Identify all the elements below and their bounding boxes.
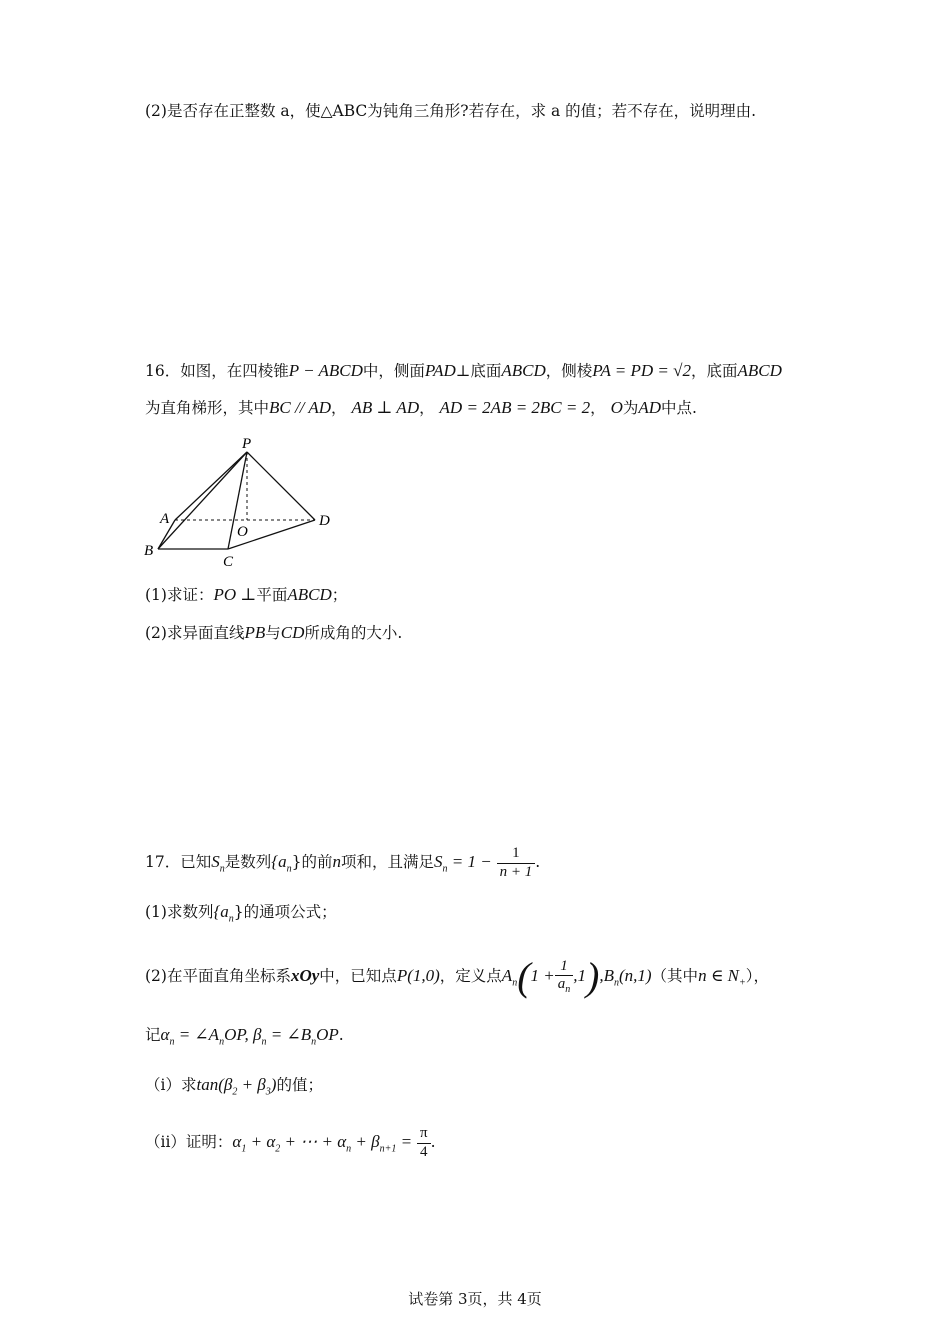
q16-cond3: AD = 2AB = 2BC = 2 <box>439 398 591 417</box>
q15-part2: (2)是否存在正整数 a，使△ABC为钝角三角形?若存在，求 a 的值；若不存在，说明理由. <box>145 102 757 120</box>
q16-line2-a: 为直角梯形，其中 <box>145 399 270 417</box>
label-o: O <box>237 524 248 540</box>
q16-cond4-post: 中点. <box>661 399 697 417</box>
q17-part2 <box>145 952 769 1007</box>
q16-part1 <box>145 584 347 606</box>
q16-cond4-o: O <box>610 398 623 417</box>
q17-part1-post: }的通项公式； <box>233 903 337 921</box>
q17-part2-pre: (2)在平面直角坐标系 <box>145 967 291 985</box>
q16-face: PAD <box>424 361 456 380</box>
q16-perp: ⊥底面 <box>455 362 502 380</box>
q17-intro-d: 项和，且满足 <box>340 853 434 871</box>
q16-intro-c: ，侧棱 <box>545 362 593 380</box>
q16-part1-mid: 平面 <box>256 586 288 604</box>
q17-intro-a: 已知 <box>180 853 212 871</box>
edge-pd <box>247 452 315 520</box>
q17-sub-ii-pre: （ii）证明： <box>145 1133 233 1151</box>
q16-part2 <box>145 622 402 644</box>
q17-sub-ii-expr: $\alpha_1 + \alpha_2$ + ⋯ + $\alpha_n + \beta_{n+1}$ = <box>232 1132 413 1155</box>
q17-sub-i-pre: （i）求 <box>145 1076 197 1094</box>
q17-part2-c: ，定义点 <box>439 967 502 985</box>
q17-end: . <box>535 853 541 871</box>
q16-part2-post: 所成角的大小. <box>304 624 403 642</box>
q17-define-end: . <box>338 1026 344 1044</box>
q16-cond1: BC // AD <box>269 398 332 417</box>
q16-cond4-mid: 为 <box>622 399 639 417</box>
q17-n: n <box>332 852 341 871</box>
q17-sub-ii-end: . <box>430 1133 436 1151</box>
q17-part2-b: 中，已知点 <box>319 967 397 985</box>
q16-part2-cd: CD <box>280 623 305 642</box>
page-footer: 试卷第 3页，共 4页 <box>408 1290 542 1308</box>
q16-edges: PA = PD = √2 <box>592 361 691 380</box>
label-d: D <box>319 513 330 529</box>
q17-an-point: $A_n(1$ + $\frac{1}{a_n}$ $,1),B_n(n,1)$ <box>501 954 652 1000</box>
q17-part1-pre: (1)求数列 <box>145 903 214 921</box>
q17-sn: $S_n$ <box>211 852 225 875</box>
q16-part1-expr: PO ⊥ <box>213 585 257 604</box>
q17-part2-e: ）， <box>745 967 770 985</box>
q17-intro-b: 是数列 <box>224 853 272 871</box>
label-b: B <box>144 543 154 559</box>
q16-part2-pb: PB <box>244 623 266 642</box>
q16-base2: ABCD <box>737 361 782 380</box>
q17-fraction: $\frac{1}{n + 1}$ <box>497 845 536 881</box>
q16-cond2: AB ⊥ AD <box>351 398 420 417</box>
label-a: A <box>160 511 170 527</box>
q16-intro-b: 中，侧面 <box>362 362 425 380</box>
q17-seq: {$a_n$ <box>271 852 292 875</box>
q16-line1 <box>145 360 782 382</box>
label-p: P <box>242 436 252 452</box>
q17-sub-ii <box>145 1120 436 1171</box>
q16-pyramid: P − ABCD <box>288 361 363 380</box>
q16-part1-post: ； <box>331 586 348 604</box>
q17-xoy: xOy <box>290 966 320 985</box>
q17-define <box>145 1024 344 1053</box>
q17-sub-i-post: 的值； <box>276 1076 323 1094</box>
q17-define-expr: $\alpha_n$ = $\angle A_nOP$, $\beta_n$ = $\angle B_nOP$ <box>160 1025 339 1048</box>
q16-intro-d: ，底面 <box>690 362 738 380</box>
q17-number: 17． <box>145 853 181 871</box>
label-c: C <box>223 554 234 570</box>
q17-n-in: n ∈ $N_+$ <box>698 966 746 989</box>
q16-part1-base: ABCD <box>287 585 332 604</box>
q17-pi-fraction: $\frac{\pi}{4}$ <box>417 1125 431 1161</box>
q16-base: ABCD <box>501 361 546 380</box>
q17-sub-i <box>145 1074 323 1103</box>
q17-define-pre: 记 <box>145 1026 161 1044</box>
q16-line2: 为直角梯形，其中BC // AD， AB ⊥ AD， AD = 2AB = 2BC = 2， O为AD中点. <box>145 398 697 417</box>
q16-cond4-ad: AD <box>638 398 662 417</box>
q17-line1 <box>145 840 540 891</box>
q17-part1-seq: {$a_n$ <box>213 902 234 925</box>
q17-point-p: P(1,0) <box>396 966 440 985</box>
q16-part1-pre: (1)求证： <box>145 586 214 604</box>
q16-part2-pre: (2)求异面直线 <box>145 624 245 642</box>
q17-intro-c: }的前 <box>291 853 333 871</box>
q17-part2-d: （其中 <box>651 967 699 985</box>
pyramid-diagram <box>140 432 340 572</box>
q16-intro-a: 如图，在四棱锥 <box>180 362 289 380</box>
q17-formula: $S_n = 1$ − <box>433 852 492 875</box>
q17-sub-i-expr: $\tan(\beta_2 + \beta_3)$ <box>196 1075 277 1098</box>
q16-number: 16． <box>145 362 181 380</box>
q16-part2-mid: 与 <box>265 624 281 642</box>
edge-pb <box>158 452 247 549</box>
q17-part1 <box>145 901 337 930</box>
